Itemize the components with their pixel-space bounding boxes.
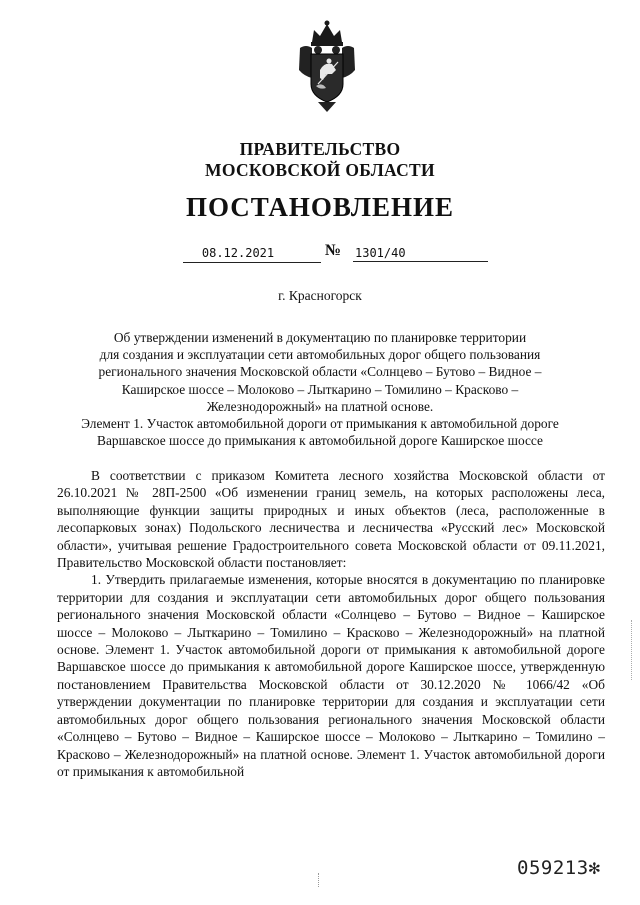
subject-line: Железнодорожный» на платной основе. [206, 398, 434, 414]
subject-line: Варшавское шоссе до примыкания к автомобильной дороге Каширское шоссе [97, 433, 543, 449]
edge-mark [631, 620, 633, 680]
serial-number [517, 857, 601, 879]
body-paragraph-preamble: В соответствии с приказом Комитета лесного хозяйства Московской области от 26.10.2021 № 28П-2500 «Об изменении границ земель, на которых расположены леса, выполняющие функции защиты природных и иных объектов (леса, расположенные в лесопарковых зонах) Подольского лесничества и лесничества «Русский лес» Московской области», учитывая решение Градостроительного совета Московской области от 09.11.2021, Правительство Московской области постановляет: [57, 468, 605, 571]
coat-of-arms-icon [296, 18, 358, 114]
body-paragraph-item-1: 1. Утвердить прилагаемые изменения, которые вносятся в документацию по планировке территории для создания и эксплуатации сети автомобильных дорог общего пользования регионального значения Московской области «Солнцево – Бутово – Видное – Каширское шоссе – Молоково – Лыткарино – Томилино – Красково – Железнодорожный» на платной основе. Элемент 1. Участок автомобильной дороги от примыкания к автомобильной дороге Варшавское шоссе до примыкания к автомобильной дороге Каширское шоссе, утвержденную постановлением Правительства Московской области от 30.12.2020 № 1066/42 «Об утверждении документации по планировке территории для создания и эксплуатации сети автомобильных дорог общего пользования регионального значения Московской области «Солнцево – Бутово – Видное – Каширское шоссе – Молоково – Лыткарино – Томилино – Красково – Железнодорожный» на платной основе. Элемент 1. Участок автомобильной дороги от примыкания к автомобильной [57, 572, 605, 779]
date-value: 08.12.2021 [201, 246, 275, 260]
subject-line: Каширское шоссе – Молоково – Лыткарино – Томилино – Красково – [121, 381, 519, 397]
subject-line: для создания и эксплуатации сети автомобильных дорог общего пользования [99, 347, 541, 363]
subject-line: Элемент 1. Участок автомобильной дороги от примыкания к автомобильной дороге [81, 416, 559, 432]
serial-mark-icon: ✻ [588, 857, 601, 879]
subject-line: регионального значения Московской области «Солнцево – Бутово – Видное – [98, 364, 542, 380]
number-field [353, 244, 488, 262]
scan-mark [318, 873, 321, 887]
serial-value: 059213 [517, 857, 589, 879]
document-body [57, 467, 605, 780]
number-sign: № [325, 242, 342, 259]
document-type-title: ПОСТАНОВЛЕНИЕ [185, 192, 455, 222]
government-name-line1: ПРАВИТЕЛЬСТВО [239, 139, 401, 159]
document-subject [40, 329, 600, 449]
government-name-line2: МОСКОВСКОЙ ОБЛАСТИ [205, 160, 435, 180]
subject-line: Об утверждении изменений в документацию по планировке территории [113, 330, 527, 345]
date-field [183, 244, 321, 263]
city: г. Красногорск [278, 288, 362, 303]
date-number-line [183, 244, 488, 266]
number-value: 1301/40 [355, 246, 406, 260]
